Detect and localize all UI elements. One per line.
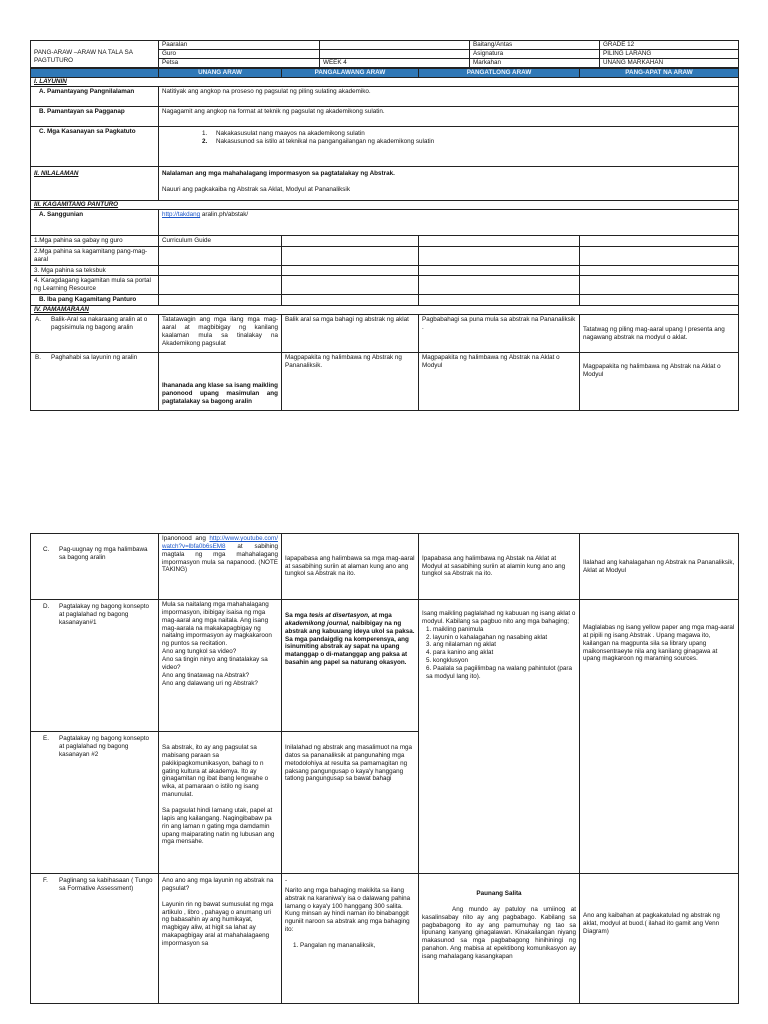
balik-aral-day-1: Tatatawagin ang mga ilang mga mag-aaral at magbibigay ng kanilang kaalaman mula sa tinalakay na Akademikong pagsulat bbox=[159, 315, 282, 353]
pagtalakay-1-day-4: Maglalabas ng isang yellow paper ang mga mag-aaral at pipili ng isang Abstrak . Upang magawa ito, kailangan na magpunta sila sa library upang maikonsentraeyte nila ang kanilang ginagawa at upang magkaroon ng maraming sources. bbox=[580, 600, 739, 874]
day-1-paragraph: Layunin rin ng bawat sumusulat ng mga artikulo , libro , pahayag o anumang uri ng babasahin ay ang humikayat, magbigay aliw, at higit sa lahat ay makapagbigay aral at mahahalagaeng impormasyon sa bbox=[162, 900, 274, 948]
cell-empty bbox=[282, 236, 419, 247]
paunang-salita-body: Ang mundo ay patuloy na umiinog at kasalinsabay nito ay ang pagbabago. Kabilang sa pagbabagong ito ay ang pamumuhay ng tao sa lipunang kanyang ginagalawan. Kinakailangan niyang makasunod sa mga pagbabagong hinihiningi ng panahon. Ang mabisa at epektibong komunikasyon ay isang mahalagang kasangkapan bbox=[422, 905, 576, 961]
nilalaman-line-2: Nauuri ang pagkakaiba ng Abstrak sa Aklat, Modyul at Pananaliksik bbox=[162, 185, 350, 193]
markahan-label: Markahan bbox=[470, 59, 600, 68]
paglinang-label: F. Paglinang sa kabihasaan ( Tungo sa Formative Assessment) bbox=[31, 874, 159, 1004]
pagtalakay-1-day-2: Sa mga tesis at disertasyon, at mga akademikong journal, naibibigay na ng abstrak ang kabuuang ideya ukol sa paksa. Sa mga pandaigdig na komperensya, ang isinumiting abstrak ay sapat na upang matanggap o di-matanggap ang paksa at basahin ang papel sa naturang okasyon. bbox=[282, 600, 419, 732]
aklat-bahagi-item: 6. Paalala sa pagiilimbag na walang pahintulot (para sa modyul lang ito). bbox=[426, 665, 572, 680]
kasanayan-list bbox=[159, 127, 739, 167]
gabay-guro-value: Curriculum Guide bbox=[159, 236, 282, 247]
balik-aral-day-4: Tatatwag ng piling mag-aaral upang I presenta ang nagawang abstrak na modyul o aklat. bbox=[580, 315, 739, 353]
paghahabi-label: B. Paghahabi sa layunin ng aralin bbox=[31, 353, 159, 411]
day-2-list-item: 1. Pangalan ng mananaliksik, bbox=[293, 942, 376, 950]
day-3-header: PANGATLONG ARAW bbox=[419, 69, 580, 78]
section-layunin: I. LAYUNIN bbox=[31, 78, 739, 87]
guro-value[interactable] bbox=[320, 50, 470, 59]
paglinang-day-2 bbox=[282, 874, 419, 1004]
cell-empty bbox=[282, 265, 419, 276]
paghahabi-day-4: Magpapakita ng halimbawa ng Abstrak na Aklat o Modyul bbox=[580, 353, 739, 411]
pagtalakay-1-label: D. Pagtalakay ng bagong konsepto at paglalahad ng bagong kasanayan#1 bbox=[31, 600, 159, 732]
asignatura-value: PILING LARANG bbox=[600, 50, 739, 59]
balik-aral-day-2: Balik aral sa mga bahagi ng abstrak ng aklat bbox=[282, 315, 419, 353]
page-1 bbox=[30, 40, 738, 411]
baitang-label: Baitang/Antas bbox=[470, 41, 600, 50]
iba-pang-kagamitan-label: B. Iba pang Kagamitang Panturo bbox=[31, 295, 159, 306]
paghahabi-day-3: Magpapakita ng halimbawa ng Abstrak na Aklat o Modyul bbox=[419, 353, 580, 411]
day-1-paragraph: Mula sa naitalang mga mahahalagang impormasyon, ibibigay isaisa ng mga mag-aaral ang mga naitala. Ang isang mag-aaralа na makakapagbigay ng naitalng impormasyon ay magkakaroon ng puntos sa recitation. bbox=[162, 601, 272, 648]
cell-empty bbox=[580, 246, 739, 265]
aklat-bahagi-item: 4. para kanino ang aklat bbox=[426, 649, 494, 657]
cell-empty bbox=[159, 246, 282, 265]
cell-empty bbox=[159, 276, 282, 295]
day-1-question: Ano ang dalawang uri ng Abstrak? bbox=[162, 679, 258, 687]
cell-empty bbox=[419, 295, 580, 306]
nilalaman-value bbox=[159, 167, 739, 201]
row-pagtalakay-1 bbox=[31, 600, 739, 732]
section-kagamitan: III. KAGAMITANG PANTURO bbox=[31, 201, 739, 210]
paglinang-day-1 bbox=[159, 874, 282, 1004]
aklat-bahagi-item: 5. kongklusyon bbox=[426, 657, 469, 665]
aklat-bahagi-list bbox=[422, 626, 576, 681]
day-1-question: Ano ang tinatawag na Abstrak? bbox=[162, 671, 250, 679]
pagtalakay-2-day-2: Inilalahad ng abstrak ang masalimuot na mga datos sa pananaliksik at pangunahing mga metodolohiya at resulta sa pamamagitan ng paksang pangungusap o kaya'y hanggang tatlong pangungusap sa bawat bahagi bbox=[282, 732, 419, 874]
balik-aral-label: A. Balik-Aral sa nakaraang aralin at o pagsisimula ng bagong aralin bbox=[31, 315, 159, 353]
paghahabi-day-2: Magpapakita ng halimbawa ng Abstrak ng Pananaliksik. bbox=[282, 353, 419, 411]
row-paglinang bbox=[31, 874, 739, 1004]
pag-uugnay-day-2: Iapapabasa ang halimbawa sa mga mag-aaral at sasabihing suriin at alaman kung ano ang tungkol sa Abstrak na ito. bbox=[282, 534, 419, 600]
sanggunian-link[interactable]: http://takdang bbox=[162, 211, 201, 218]
kagamitang-mag-aaral-label: 2.Mga pahina sa kagamitang pang-mag-aaral bbox=[31, 246, 159, 265]
asignatura-label: Asignatura bbox=[470, 50, 600, 59]
pagtalakay-1-day-3 bbox=[419, 600, 580, 874]
cell-empty bbox=[282, 246, 419, 265]
section-pamamaraan: IV. PAMAMARAAN bbox=[31, 306, 739, 315]
day-header-row bbox=[31, 69, 739, 78]
pamantayan-pagganap-value: Nagagamit ang angkop na format at teknik ng pagsulat ng akademikong sulatin. bbox=[159, 107, 739, 127]
paghahabi-day-1: Ihananada ang klase sa isang maikling panonood upang masimulan ang pagtatalakay sa bagong aralin bbox=[159, 353, 282, 411]
row-pag-uugnay bbox=[31, 534, 739, 600]
pagtalakay-1-day-1 bbox=[159, 600, 282, 732]
week-value: WEEK 4 bbox=[320, 59, 470, 68]
cell-empty bbox=[282, 276, 419, 295]
aklat-intro: Isang maikling paglalahad ng kabuuan ng isang aklat o modyul. Kabilang sa pagbuo nito ang mga bahaging; bbox=[422, 610, 576, 625]
pagtalakay-2-day-1 bbox=[159, 732, 282, 874]
dll-title bbox=[31, 41, 159, 68]
cell-empty bbox=[580, 276, 739, 295]
row-paghahabi bbox=[31, 353, 739, 411]
dll-table-main bbox=[30, 68, 739, 411]
sanggunian-label: A. Sanggunian bbox=[31, 210, 159, 236]
paglinang-day-4: Ano ang kaibahan at pagkakatulad ng abstrak ng aklat, modyul at buod.( ilahad ito gamit ang Venn Diagram) bbox=[580, 874, 739, 1004]
paglinang-day-3 bbox=[419, 874, 580, 1004]
cell-empty bbox=[159, 295, 282, 306]
dll-table-top bbox=[30, 40, 739, 68]
pag-uugnay-day-1: Ipanonood ang http://www.youtube.com/watch?v=lbfa0b6sEM8 at sabihing magtala ng mga mahahalagang impormasyon mula sa napanood. (NOTE TAKING) bbox=[159, 534, 282, 600]
page-2 bbox=[30, 533, 738, 1004]
dash-mark: - bbox=[285, 877, 288, 884]
paaralan-label: Paaralan bbox=[159, 41, 320, 50]
day-1-header: UNANG ARAW bbox=[159, 69, 282, 78]
pag-uugnay-day-3: Ipapabasa ang halimbawa ng Abstak na Aklat at Modyul at sasabihing suriin at alamin kung ano ang tungkol sa Abstrak na ito. bbox=[419, 534, 580, 600]
aklat-bahagi-item: 3. ang nilalaman ng aklat bbox=[426, 641, 497, 649]
day-2-paragraph: Narito ang mga bahaging makikita sa ilang abstrak na karaniwa'y isa o dalawang pahina lamang o kaya'y 100 hanggang 300 salita. Kung minsan ay hindi naman ito binabanggit nguniit naroon sa abstrak ang mga bahaging ito: bbox=[285, 886, 411, 934]
cell-empty bbox=[580, 236, 739, 247]
gabay-guro-label: 1.Mga pahina sa gabay ng guro bbox=[31, 236, 159, 247]
nilalaman-line-1: Nalalaman ang mga mahahalagang impormasyon sa pagtatalakay ng Abstrak. bbox=[162, 170, 395, 177]
day-1-question: Ano ano ang mga layunin ng abstrak na pagsulat? bbox=[162, 877, 274, 892]
day-header-blank bbox=[31, 69, 159, 78]
day-1-paragraph: Sa pagsulat hindi lamang utak, papel at lapis ang kailangang. Nagingibabaw pa rin ang laman n gating mga damdamin upang maiparating natin ng lubusan ang mga mensahe. bbox=[162, 807, 275, 846]
day-1-paragraph: Sa abstrak, ito ay ang pagsulat sa mabisang paraan sa pakikipagkomunikasyon, bahagi to n gating kultura at akademya. Ito ay ginagamitan ng ibat ibang lengwahe o wika, at pamaraan o istilo ng isang manunulat. bbox=[162, 744, 269, 799]
petsa-label: Petsa bbox=[159, 59, 320, 68]
cell-empty bbox=[419, 276, 580, 295]
pamantayan-pagganap-label: B. Pamantayan sa Pagganap bbox=[31, 107, 159, 127]
balik-aral-day-3: Pagbabahagi sa puna mula sa abstrak na Pananaliksik . bbox=[419, 315, 580, 353]
cell-empty bbox=[159, 265, 282, 276]
cell-empty bbox=[282, 295, 419, 306]
day-1-question: Ano ang tungkol sa video? bbox=[162, 648, 237, 656]
day-2-header: PANGALAWANG ARAW bbox=[282, 69, 419, 78]
markahan-value: UNANG MARKAHAN bbox=[600, 59, 739, 68]
aklat-bahagi-item: 1. maikling panimula bbox=[426, 625, 484, 633]
kasanayan-item: 2. Nakasusunod sa istilo at teknikal na pangangailangan ng akademikong sulatin bbox=[202, 137, 435, 145]
dll-table-continued bbox=[30, 533, 739, 1004]
paaralan-value[interactable] bbox=[320, 41, 470, 50]
cell-empty bbox=[419, 265, 580, 276]
pag-uugnay-label: C. Pag-uugnay ng mga halimbawa sa bagong aralin bbox=[31, 534, 159, 600]
dll-title-text: PANG-ARAW –ARAW NA TALA SA PAGTUTURO bbox=[34, 48, 133, 64]
aklat-bahagi-item: 2. layunin o kahalagahan ng nasabing aklat bbox=[426, 633, 548, 641]
row-balik-aral bbox=[31, 315, 739, 353]
day-1-question: Ano sa tingin ninyo ang tinatalakay sa video? bbox=[162, 656, 268, 671]
baitang-value: GRADE 12 bbox=[600, 41, 739, 50]
learning-resource-label: 4. Karagdagang kagamitan mula sa portal ng Learning Resource bbox=[31, 276, 159, 295]
pamantayang-pangnilalaman-label: A. Pamantayang Pangnilalaman bbox=[31, 87, 159, 107]
cell-empty bbox=[580, 265, 739, 276]
guro-label: Guro bbox=[159, 50, 320, 59]
sanggunian-link-rest: aralin.ph/abstak/ bbox=[200, 211, 249, 218]
pagtalakay-2-label: E. Pagtalakay ng bagong konsepto at paglalahad ng bagong kasanayan #2 bbox=[31, 732, 159, 874]
youtube-link[interactable]: http://www.youtube.com/watch?v=lbfa0b6sEM8 bbox=[162, 535, 278, 550]
cell-empty bbox=[419, 236, 580, 247]
section-nilalaman: II. NILALAMAN bbox=[31, 167, 159, 201]
pag-uugnay-day-4: Ilalahad ang kahalagahan ng Abstrak na Pananaliksik, Aklat at Modyul bbox=[580, 534, 739, 600]
cell-empty bbox=[580, 295, 739, 306]
pamantayang-pangnilalaman-value: Natitiyak ang angkop na proseso ng pagsulat ng piling sulating akademiko. bbox=[159, 87, 739, 107]
paunang-salita-title: Paunang Salita bbox=[476, 890, 522, 897]
sanggunian-value bbox=[159, 210, 739, 236]
cell-empty bbox=[419, 246, 580, 265]
kasanayan-item: 1. Nakakasusulat nang maayos na akademikong sulatin bbox=[202, 130, 365, 137]
kasanayan-label: C. Mga Kasanayan sa Pagkatuto bbox=[31, 127, 159, 167]
day-4-header: PANG-APAT NA ARAW bbox=[580, 69, 739, 78]
teksbuk-label: 3. Mga pahina sa teksbuk bbox=[31, 265, 159, 276]
